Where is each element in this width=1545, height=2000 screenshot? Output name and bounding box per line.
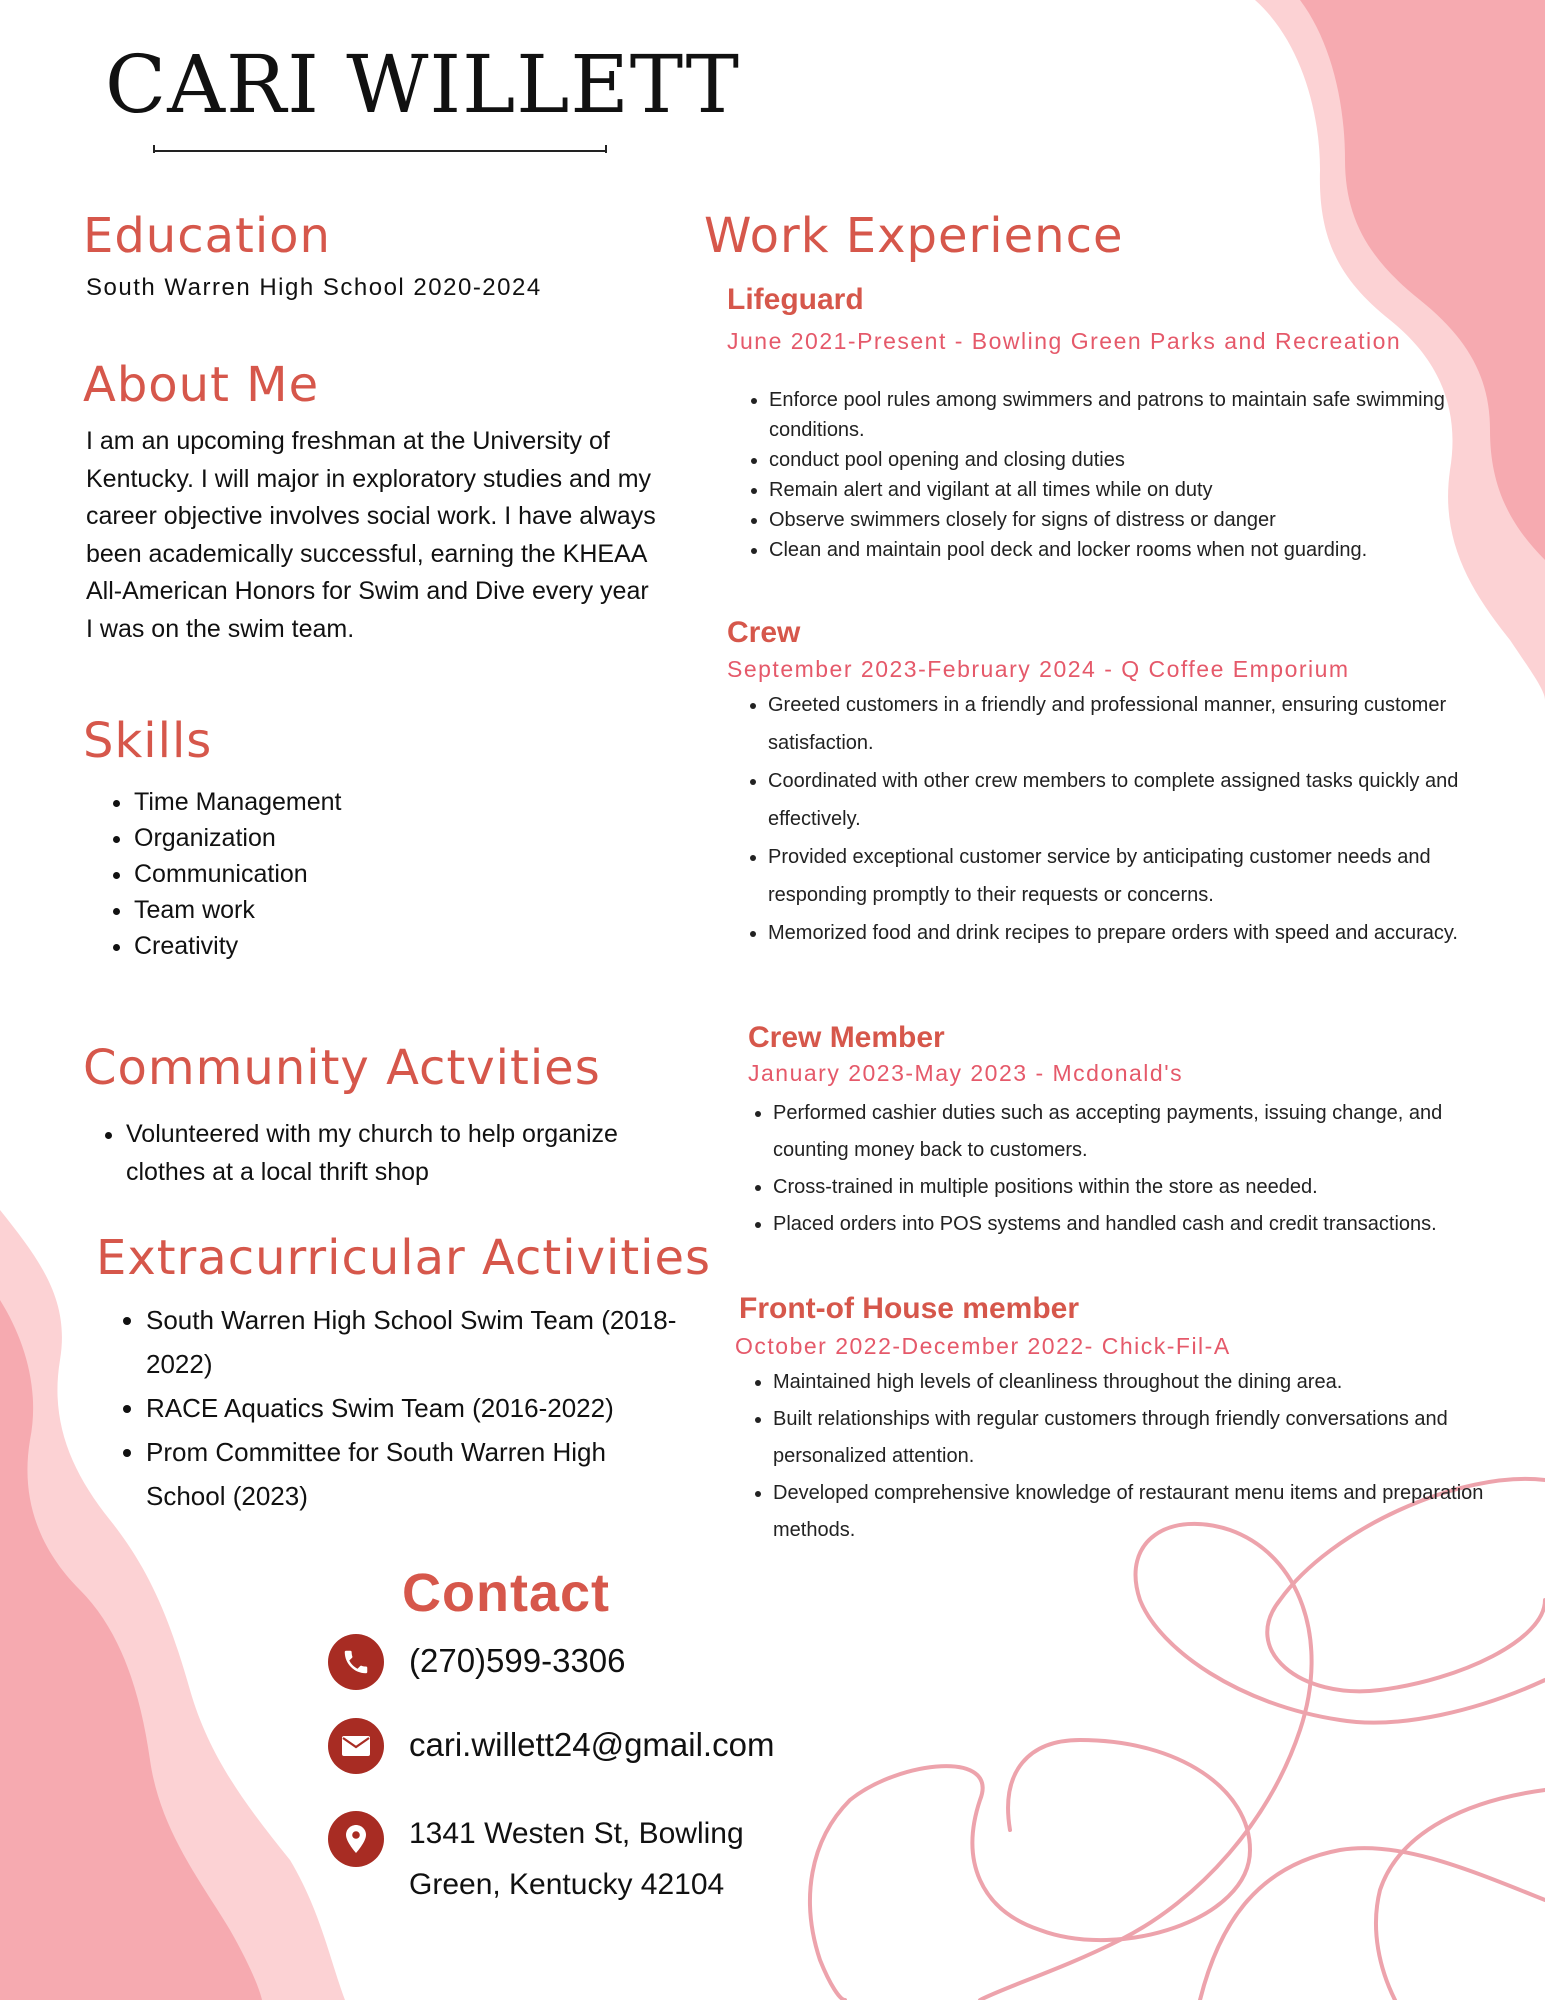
job-bullets-crew-member xyxy=(729,1095,1473,1243)
community-list xyxy=(78,1115,666,1191)
education-text: South Warren High School 2020-2024 xyxy=(86,274,542,301)
job-subtitle-crew: September 2023-February 2024 - Q Coffee Emporium xyxy=(727,656,1350,682)
job-bullet: • Memorized food and drink recipes to prepare orders with speed and accuracy. xyxy=(768,914,1484,952)
contact-heading: Contact xyxy=(402,1563,610,1623)
location-pin-icon xyxy=(328,1811,384,1867)
skill-item: • Creativity xyxy=(134,928,634,964)
skill-item: • Organization xyxy=(134,820,634,856)
job-title-crew-member: Crew Member xyxy=(748,1021,945,1054)
extracurricular-item: • Prom Committee for South Warren High School (2023) xyxy=(146,1430,686,1518)
job-bullet: • Built relationships with regular customers through friendly conversations and personalized attention. xyxy=(773,1401,1513,1475)
community-item: • Volunteered with my church to help organize clothes at a local thrift shop xyxy=(126,1115,666,1191)
skill-item: • Communication xyxy=(134,856,634,892)
job-subtitle-crew-member: January 2023-May 2023 - Mcdonald's xyxy=(748,1060,1184,1086)
skills-list xyxy=(86,784,634,964)
street-address: 1341 Westen St, Bowling Green, Kentucky 42104 xyxy=(409,1817,744,1901)
job-bullet: • Observe swimmers closely for signs of distress or danger xyxy=(769,505,1449,535)
job-bullet: • Maintained high levels of cleanliness throughout the dining area. xyxy=(773,1364,1513,1401)
job-bullet: • Cross-trained in multiple positions within the store as needed. xyxy=(773,1169,1473,1206)
extracurricular-heading: Extracurricular Activities xyxy=(96,1230,712,1286)
skill-item: • Team work xyxy=(134,892,634,928)
work-heading: Work Experience xyxy=(704,208,1124,264)
skills-heading: Skills xyxy=(83,713,213,769)
job-title-front-of-house: Front-of House member xyxy=(739,1292,1080,1325)
job-bullet: • Developed comprehensive knowledge of restaurant menu items and preparation methods. xyxy=(773,1475,1513,1549)
email-address[interactable]: cari.willett24@gmail.com xyxy=(409,1726,775,1763)
extracurricular-item: • RACE Aquatics Swim Team (2016-2022) xyxy=(146,1386,686,1430)
job-bullet: • Clean and maintain pool deck and locker rooms when not guarding. xyxy=(769,535,1449,565)
job-subtitle-lifeguard: June 2021-Present - Bowling Green Parks and Recreation xyxy=(727,328,1402,354)
about-heading: About Me xyxy=(83,357,320,413)
mail-icon xyxy=(328,1718,384,1774)
about-text: I am an upcoming freshman at the University of Kentucky. I will major in exploratory studies and my career objective involves social work. I have always been academically successful, earning the KHEAA All-American Honors for Swim and Dive every year I was on the swim team. xyxy=(86,427,656,643)
phone-icon xyxy=(328,1634,384,1690)
job-title-crew: Crew xyxy=(727,616,801,649)
job-bullets-crew xyxy=(724,686,1484,952)
job-bullet: • Placed orders into POS systems and handled cash and credit transactions. xyxy=(773,1206,1473,1243)
skill-item: • Time Management xyxy=(134,784,634,820)
job-bullet: • Enforce pool rules among swimmers and patrons to maintain safe swimming conditions. xyxy=(769,385,1449,445)
scribble-lines xyxy=(810,1479,1545,2000)
extracurricular-list xyxy=(98,1298,686,1518)
job-bullet: • Remain alert and vigilant at all times while on duty xyxy=(769,475,1449,505)
job-bullet: • Provided exceptional customer service by anticipating customer needs and responding promptly to their requests or concerns. xyxy=(768,838,1484,914)
resume-name: CARI WILLETT xyxy=(105,38,740,131)
job-bullet: • Greeted customers in a friendly and professional manner, ensuring customer satisfaction. xyxy=(768,686,1484,762)
extracurricular-item: • South Warren High School Swim Team (2018-2022) xyxy=(146,1298,686,1386)
education-heading: Education xyxy=(83,208,331,264)
job-subtitle-front-of-house: October 2022-December 2022- Chick-Fil-A xyxy=(735,1333,1231,1359)
job-bullets-front-of-house xyxy=(729,1364,1513,1549)
job-title-lifeguard: Lifeguard xyxy=(727,283,864,316)
job-bullet: • Performed cashier duties such as accepting payments, issuing change, and counting money back to customers. xyxy=(773,1095,1473,1169)
phone-number[interactable]: (270)599-3306 xyxy=(409,1642,626,1679)
name-underline xyxy=(153,150,607,152)
community-heading: Community Actvities xyxy=(83,1040,601,1096)
job-bullets-lifeguard xyxy=(725,385,1449,565)
job-bullet: • Coordinated with other crew members to complete assigned tasks quickly and effectively. xyxy=(768,762,1484,838)
job-bullet: • conduct pool opening and closing duties xyxy=(769,445,1449,475)
